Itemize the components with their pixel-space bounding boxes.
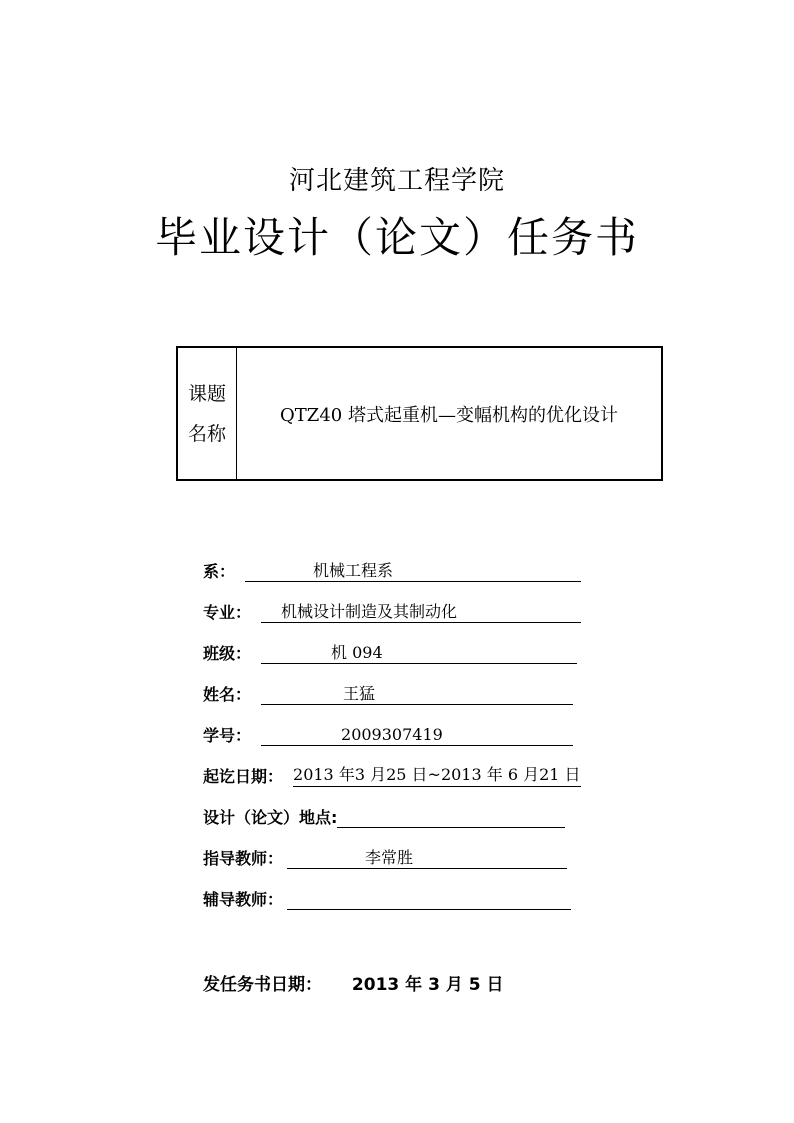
dates-label: 起讫日期： <box>203 767 284 786</box>
major-row <box>203 593 581 623</box>
dates-row <box>203 757 581 787</box>
name-value: 王猛 <box>261 683 573 705</box>
location-value <box>337 806 565 828</box>
major-value: 机械设计制造及其制动化 <box>261 601 581 623</box>
assistant-row <box>203 880 571 910</box>
name-row <box>203 675 573 705</box>
location-label: 设计（论文）地点: <box>203 808 338 827</box>
supervisor-row <box>203 839 567 869</box>
student-id-row <box>203 716 573 746</box>
department-label: 系： <box>203 562 236 581</box>
issue-date-row <box>203 970 504 995</box>
topic-label-cell <box>178 348 237 479</box>
topic-label-line2: 名称 <box>187 422 226 445</box>
topic-label-line1: 课题 <box>187 382 226 405</box>
issue-date-label: 发任务书日期： <box>203 975 322 995</box>
assistant-value <box>287 888 571 910</box>
class-row <box>203 634 577 664</box>
assistant-label: 辅导教师： <box>203 890 284 909</box>
supervisor-value: 李常胜 <box>287 847 567 869</box>
department-row <box>203 552 581 582</box>
class-value: 机 094 <box>261 642 577 664</box>
class-label: 班级： <box>203 644 252 663</box>
student-id-value: 2009307419 <box>261 724 573 746</box>
dates-value: 2013 年3 月25 日~2013 年 6 月21 日 <box>293 764 581 787</box>
department-value: 机械工程系 <box>245 560 581 582</box>
document-title: 毕业设计（论文）任务书 <box>154 213 639 262</box>
major-label: 专业： <box>203 603 252 622</box>
school-name: 河北建筑工程学院 <box>288 166 505 196</box>
location-row <box>203 798 565 828</box>
name-label: 姓名： <box>203 685 252 704</box>
supervisor-label: 指导教师： <box>203 849 284 868</box>
student-id-label: 学号： <box>203 726 252 745</box>
topic-table <box>176 346 663 481</box>
issue-date-value: 2013 年 3 月 5 日 <box>351 975 504 995</box>
topic-value: QTZ40 塔式起重机—变幅机构的优化设计 <box>280 404 618 426</box>
